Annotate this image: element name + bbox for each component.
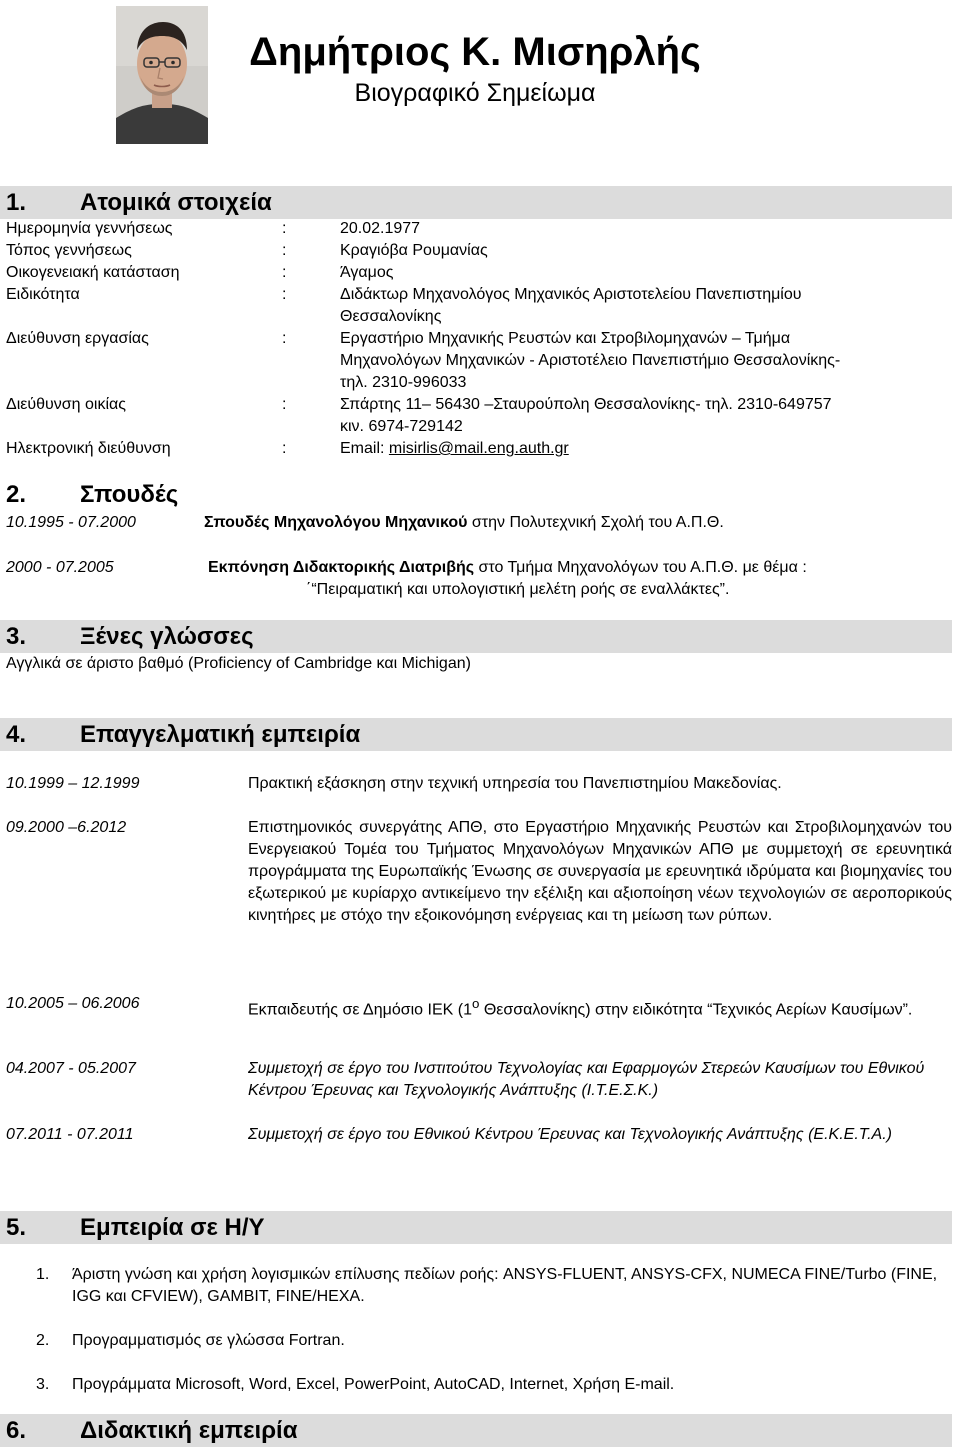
section-number: 2. xyxy=(6,481,27,508)
field-colon: : xyxy=(282,396,287,413)
studies-degree: Εκπόνηση Διδακτορικής Διατριβής xyxy=(208,559,475,576)
field-colon: : xyxy=(282,220,287,237)
studies-description xyxy=(204,512,724,534)
section-number: 5. xyxy=(6,1214,27,1241)
studies-degree: Σπουδές Μηχανολόγου Μηχανικού xyxy=(204,514,468,531)
field-label: Διεύθυνση οικίας xyxy=(6,396,126,413)
list-item-number: 3. xyxy=(36,1376,50,1393)
section-heading-studies xyxy=(0,478,952,511)
field-label: Τόπος γεννήσεως xyxy=(6,242,132,259)
section-heading-languages xyxy=(0,620,952,653)
section-heading-personal xyxy=(0,186,952,219)
section-heading-experience xyxy=(0,718,952,751)
field-label: Ειδικότητα xyxy=(6,286,80,303)
document-subtitle: Βιογραφικό Σημείωμα xyxy=(354,79,596,107)
profile-photo xyxy=(116,6,208,144)
section-title: Ατομικά στοιχεία xyxy=(80,189,272,216)
experience-text-end: Θεσσαλονίκης) στην ειδικότητα “Τεχνικός Αερίων Καυσίμων”. xyxy=(479,1001,913,1019)
field-value-continued: Μηχανολόγων Μηχανικών - Αριστοτέλειο Πανεπιστήμιο Θεσσαλονίκης- xyxy=(340,352,841,369)
section-number: 3. xyxy=(6,623,27,650)
experience-description: Συμμετοχή σε έργο του Ινστιτούτου Τεχνολογίας και Εφαρμογών Στερεών Καυσίμων του Εθνικού Κέντρου Έρευνας και Τεχνολογικής Ανάπτυξης (Ι.Τ.Ε.Σ.Κ.) xyxy=(248,1060,925,1099)
studies-detail: στο Τμήμα Μηχανολόγων του Α.Π.Θ. με θέμα : xyxy=(474,559,807,576)
experience-description xyxy=(248,993,952,1021)
field-label: Οικογενειακή κατάσταση xyxy=(6,264,180,281)
experience-dates: 10.1999 – 12.1999 xyxy=(6,775,140,792)
email-prefix: Email: xyxy=(340,440,389,457)
field-label: Ηλεκτρονική διεύθυνση xyxy=(6,440,171,457)
list-item-text: Προγραμματισμός σε γλώσσα Fortran. xyxy=(72,1332,345,1349)
list-item-text: Προγράμματα Microsoft, Word, Excel, PowerPoint, AutoCAD, Internet, Χρήση E-mail. xyxy=(72,1376,675,1393)
section-number: 4. xyxy=(6,721,27,748)
section-title: Εμπειρία σε Η/Υ xyxy=(80,1214,265,1241)
field-value: Σπάρτης 11– 56430 –Σταυρούπολη Θεσσαλονίκης- τηλ. 2310-649757 xyxy=(340,396,832,413)
experience-dates: 07.2011 - 07.2011 xyxy=(6,1126,134,1143)
field-label: Ημερομηνία γεννήσεως xyxy=(6,220,173,237)
section-title: Διδακτική εμπειρία xyxy=(80,1417,298,1444)
studies-dates: 10.1995 - 07.2000 xyxy=(6,514,136,531)
experience-dates: 04.2007 - 05.2007 xyxy=(6,1060,136,1077)
section-title: Σπουδές xyxy=(80,481,179,508)
languages-text: Αγγλικά σε άριστο βαθμό (Proficiency of Cambridge και Michigan) xyxy=(6,655,471,672)
studies-detail: στην Πολυτεχνική Σχολή του Α.Π.Θ. xyxy=(467,514,724,531)
studies-dates: 2000 - 07.2005 xyxy=(6,559,114,576)
superscript-ordinal: ο xyxy=(471,996,480,1011)
section-heading-teaching xyxy=(0,1414,952,1447)
list-item-text: Άριστη γνώση και χρήση λογισμικών επίλυσης πεδίων ροής: ANSYS-FLUENT, ANSYS-CFX, NUMECA FINE/Turbo (FINE, IGG και CFVIEW), GAMBIT, FINE/HEXA. xyxy=(72,1266,938,1305)
field-colon: : xyxy=(282,440,287,457)
email-link[interactable]: misirlis@mail.eng.auth.gr xyxy=(388,440,569,457)
experience-description: Πρακτική εξάσκηση στην τεχνική υπηρεσία του Πανεπιστημίου Μακεδονίας. xyxy=(248,775,782,792)
section-title: Επαγγελματική εμπειρία xyxy=(80,721,361,748)
person-name: Δημήτριος Κ. Μισηρλής xyxy=(249,30,701,74)
field-colon: : xyxy=(282,242,287,259)
experience-description: Επιστημονικός συνεργάτης ΑΠΘ, στο Εργαστήριο Μηχανικής Ρευστών και Στροβιλομηχανών του Ενεργειακού Τομέα του Τμήματος Μηχανολόγων Μηχανικών ΑΠΘ με συμμετοχή σε ερευνητικά προγράμματα της Ευρωπαϊκής Ένωσης σε συνεργασία με ερευνητικά ιδρύματα και βιομηχανίες του εξωτερικού με κυρίαρχο αντικείμενο την εξέλιξη και αξιοποίηση νέων τεχνολογιών σε αεροπορικούς κινητήρες με στόχο την εξοικονόμηση ενέργειας και τη μείωση των ρύπων. xyxy=(248,819,952,924)
thesis-title: ΄“Πειραματική και υπολογιστική μελέτη ροής σε εναλλάκτες”. xyxy=(306,581,730,598)
section-title: Ξένες γλώσσες xyxy=(80,623,254,650)
section-number: 1. xyxy=(6,189,27,216)
experience-dates: 09.2000 –6.2012 xyxy=(6,819,127,836)
field-value-continued: Θεσσαλονίκης xyxy=(340,308,442,325)
field-value-continued: τηλ. 2310-996033 xyxy=(340,374,467,391)
field-colon: : xyxy=(282,286,287,303)
field-value: Εργαστήριο Μηχανικής Ρευστών και Στροβιλομηχανών – Τμήμα xyxy=(340,330,791,347)
section-number: 6. xyxy=(6,1417,27,1444)
list-item-number: 2. xyxy=(36,1332,50,1349)
section-heading-computers xyxy=(0,1211,952,1244)
experience-dates: 10.2005 – 06.2006 xyxy=(6,995,140,1012)
field-label: Διεύθυνση εργασίας xyxy=(6,330,149,347)
field-value: Διδάκτωρ Μηχανολόγος Μηχανικός Αριστοτελείου Πανεπιστημίου xyxy=(340,286,802,303)
experience-text-start: Εκπαιδευτής σε Δημόσιο ΙΕΚ (1 xyxy=(248,1001,472,1019)
field-value: Άγαμος xyxy=(340,264,394,281)
studies-description xyxy=(208,557,807,579)
list-item-number: 1. xyxy=(36,1266,50,1283)
field-value: Κραγιόβα Ρουμανίας xyxy=(340,242,488,259)
field-value-continued: κιν. 6974-729142 xyxy=(340,418,463,435)
field-value xyxy=(340,438,569,460)
field-colon: : xyxy=(282,330,287,347)
experience-description: Συμμετοχή σε έργο του Εθνικού Κέντρου Έρευνας και Τεχνολογικής Ανάπτυξης (Ε.Κ.Ε.Τ.Α.) xyxy=(248,1126,892,1143)
field-colon: : xyxy=(282,264,287,281)
field-value: 20.02.1977 xyxy=(340,220,421,237)
